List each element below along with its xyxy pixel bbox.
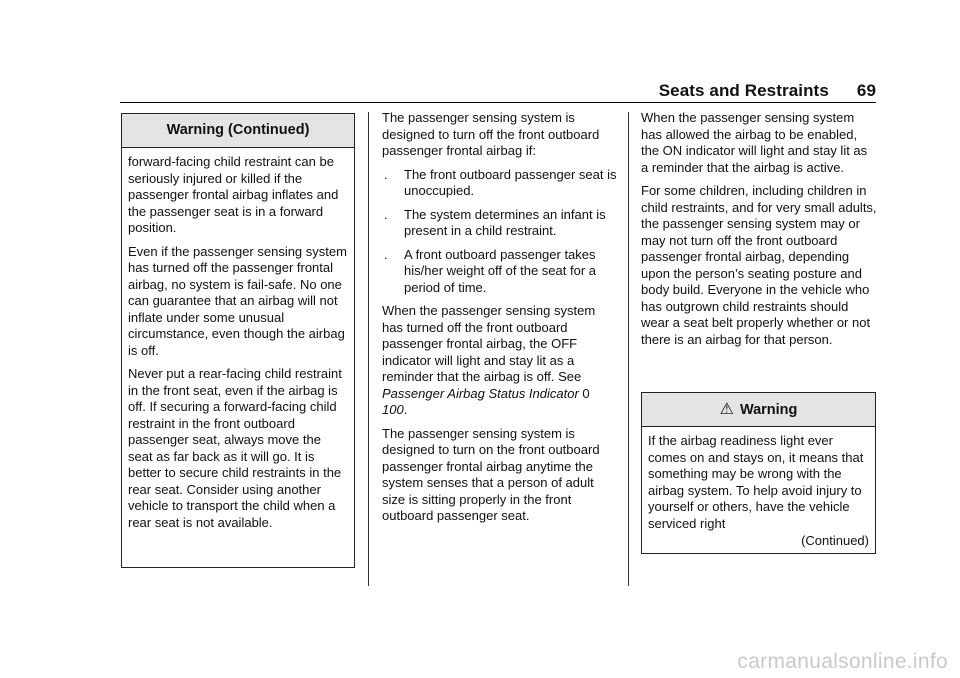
warning-continued-body [122, 148, 354, 531]
warning-continued-box [121, 113, 355, 568]
warning-triangle-icon: ⚠ [719, 401, 734, 418]
bullet-dot: . [384, 206, 388, 222]
column-2 [382, 110, 618, 532]
watermark: carmanualsonline.info [737, 650, 948, 673]
warning-box [641, 392, 876, 554]
bullet-dot: . [384, 246, 388, 262]
column-divider-2 [628, 112, 629, 586]
warning-continued-title: Warning (Continued) [122, 114, 354, 148]
bullet-dot: . [384, 166, 388, 182]
intro-paragraph: The passenger sensing system is designed to turn off the front outboard passenger frontal airbag if: [382, 110, 600, 158]
bullet-item [382, 167, 618, 200]
passenger-airbag-status-link[interactable]: Passenger Airbag Status Indicator [382, 385, 579, 401]
bullet-text: The system determines an infant is present in a child restraint. [404, 206, 606, 238]
bullet-text: A front outboard passenger takes his/her weight off of the seat for a period of time. [404, 246, 596, 295]
page-ref-icon: 0 [582, 385, 590, 401]
page-header [120, 81, 876, 101]
page-number: 69 [856, 81, 876, 100]
warning-paragraph: forward-facing child restraint can be seriously injured or killed if the passenger frontal airbag inflates and the passenger seat is in a forward position. [128, 154, 339, 235]
bullet-item [382, 207, 618, 240]
warning-text: If the airbag readiness light ever comes on and stays on, it means that something may be wrong with the airbag system. To help avoid injury to yourself or others, have the vehicle serviced right [648, 433, 864, 531]
page-ref-number[interactable]: 100 [382, 402, 404, 417]
continued-label: (Continued) [801, 533, 869, 548]
children-paragraph: For some children, including children in child restraints, and for very small adults, the passenger sensing system may or may not turn off the front outboard passenger frontal airbag, depending upon the person’s seating posture and body build. Everyone in the vehicle who has outgrown child restraints should wear a seat belt properly whether or not there is an airbag for that person. [641, 183, 877, 347]
section-title: Seats and Restraints [658, 81, 829, 100]
bullet-text: The front outboard passenger seat is unoccupied. [404, 166, 617, 198]
off-indicator-paragraph: When the passenger sensing system has turned off the front outboard passenger frontal airbag, the OFF indicator will light and stay lit as a reminder that the airbag is off. See Passenger Airbag Status Indicator 0 100. [382, 303, 596, 417]
warning-paragraph: Even if the passenger sensing system has turned off the passenger frontal airbag, no system is fail-safe. No one can guarantee that an airbag will not inflate under some unusual circumstance, even though the airbag is off. [128, 243, 347, 358]
adult-size-paragraph: The passenger sensing system is designed to turn on the front outboard passenger frontal airbag anytime the system senses that a person of adult size is sitting properly in the front outboard passenger seat. [382, 425, 600, 523]
on-indicator-paragraph: When the passenger sensing system has allowed the airbag to be enabled, the ON indicator will light and stay lit as a reminder that the airbag is active. [641, 110, 868, 175]
warning-body [642, 427, 875, 550]
column-3 [641, 110, 877, 355]
bullet-item [382, 247, 618, 297]
warning-title: ⚠ Warning [642, 393, 875, 427]
warning-paragraph: Never put a rear-facing child restraint in the front seat, even if the airbag is off. If securing a forward-facing child restraint in the front outboard passenger seat, always move the seat as far back as it will go. It is better to secure child restraints in the rear seat. Consider using another vehicle to transport the child when a rear seat is not available. [128, 366, 342, 530]
column-divider-1 [368, 112, 369, 586]
header-rule [120, 102, 876, 103]
